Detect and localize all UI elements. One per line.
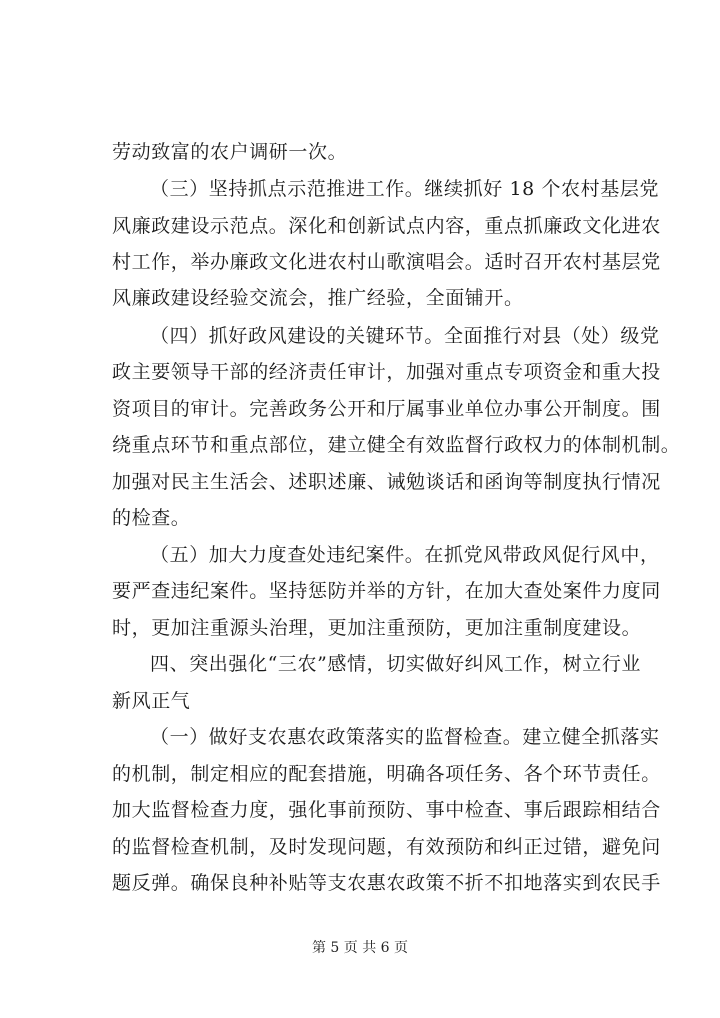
text-line: 的监督检查机制，及时发现问题，有效预防和纠正过错，避免问 bbox=[112, 836, 661, 858]
text-line: 风廉政建设经验交流会，推广经验，全面铺开。 bbox=[112, 287, 524, 309]
page-number-footer: 第 5 页 共 6 页 bbox=[311, 940, 409, 956]
text-line: 政主要领导干部的经济责任审计，加强对重点专项资金和重大投 bbox=[112, 361, 661, 383]
text-line: 时，更加注重源头治理，更加注重预防，更加注重制度建设。 bbox=[112, 617, 642, 639]
text-line: 的机制，制定相应的配套措施，明确各项任务、各个环节责任。 bbox=[112, 763, 661, 785]
section-heading: 新风正气 bbox=[112, 690, 191, 712]
text-line: 题反弹。确保良种补贴等支农惠农政策不折不扣地落实到农民手 bbox=[112, 872, 661, 894]
text-line: 加强对民主生活会、述职述廉、诫勉谈话和函询等制度执行情况 bbox=[112, 471, 661, 493]
text-line: 劳动致富的农户调研一次。 bbox=[112, 141, 348, 163]
text-line: 风廉政建设示范点。深化和创新试点内容，重点抓廉政文化进农 bbox=[112, 215, 661, 237]
text-line: 村工作，举办廉政文化进农村山歌演唱会。适时召开农村基层党 bbox=[112, 251, 661, 273]
text-line: 的检查。 bbox=[112, 507, 191, 529]
section-heading: 四、突出强化“三农”感情，切实做好纠风工作，树立行业 bbox=[150, 653, 642, 675]
text-line: 加大监督检查力度，强化事前预防、事中检查、事后跟踪相结合 bbox=[112, 799, 661, 821]
text-line: 要严查违纪案件。坚持惩防并举的方针，在加大查处案件力度同 bbox=[112, 580, 661, 602]
text-line: （一）做好支农惠农政策落实的监督检查。建立健全抓落实 bbox=[150, 726, 660, 748]
text-line: （五）加大力度查处违纪案件。在抓党风带政风促行风中， bbox=[150, 544, 660, 566]
text-line: （三）坚持抓点示范推进工作。继续抓好 18 个农村基层党 bbox=[150, 178, 660, 200]
text-line: （四）抓好政风建设的关键环节。全面推行对县（处）级党 bbox=[150, 325, 660, 347]
text-line: 绕重点环节和重点部位，建立健全有效监督行政权力的体制机制。 bbox=[112, 434, 681, 456]
text-line: 资项目的审计。完善政务公开和厅属事业单位办事公开制度。围 bbox=[112, 398, 661, 420]
